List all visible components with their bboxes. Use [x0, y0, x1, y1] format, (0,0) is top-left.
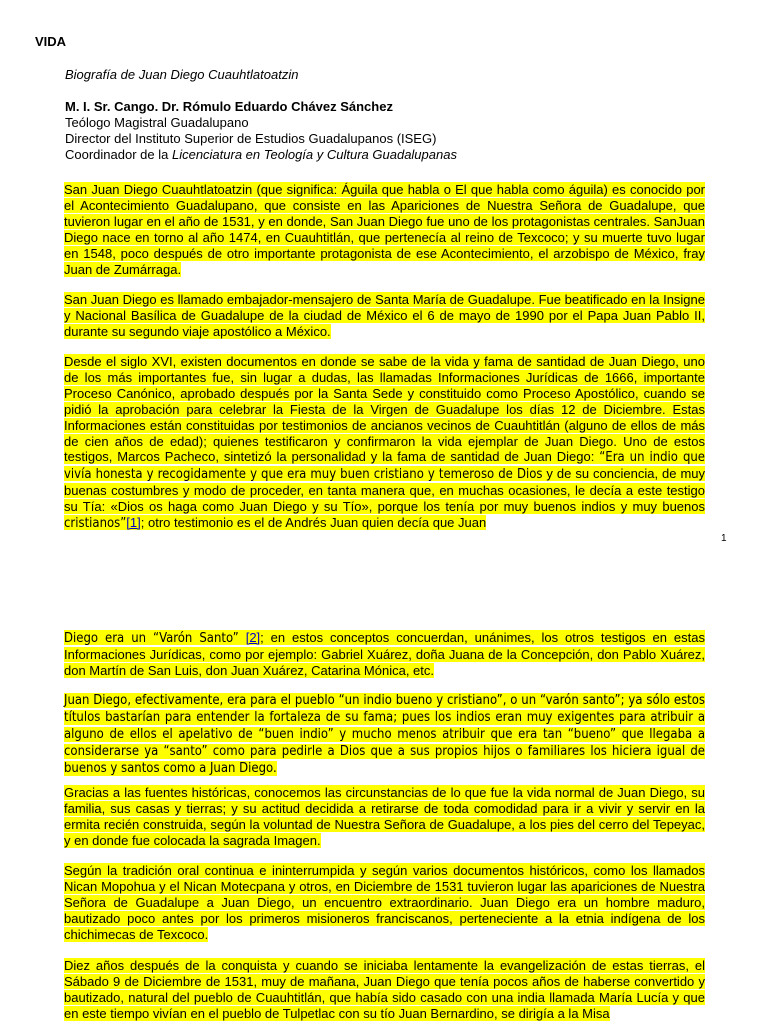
highlighted-text: Según la tradición oral continua e ininterrumpida y según varios documentos históricos, como los llamados Nican Mopohua y el Nican Motecpana y otros, en Diciembre de 1531 tuvieron lugar las apariciones de Nuestra Señora de Guadalupe a Juan Diego, un encuentro extraordinario. Juan Diego era un hombre maduro, bautizado poco antes por los primeros misioneros franciscanos, perteneciente a la etnia indígena de los chichimecas de Texcoco. — [64, 863, 705, 942]
quote-text: cristianos” — [64, 516, 127, 532]
page-number: 1 — [721, 533, 727, 544]
author-block — [65, 99, 457, 163]
paragraph-8 — [64, 958, 705, 1022]
paragraph-2 — [64, 292, 705, 340]
author-title-line — [65, 147, 457, 163]
paragraph-text: Desde el siglo XVI, existen documentos en donde se sabe de la vida y fama de santidad de Juan Diego, uno de los más importantes fue, sin lugar a dudas, las llamadas Informaciones Jurídicas de 1666, importante Proceso Canónico, aprobado después por la Santa Sede y constituido como Proceso Apostólico, cuando se pidió la aprobación para celebrar la Fiesta de la Virgen de Guadalupe los días 12 de Diciembre. Estas Informaciones están constituidas por testimonios de ancianos vecinos de Cuauhtitlán (alguno de ellos de más de cien años de edad); quienes testificaron y confirmaron la vida ejemplar de Juan Diego. Uno de estos testigos, Marcos Pacheco, sintetizó la personalidad y la fama de santidad de Juan Diego: — [64, 354, 705, 465]
paragraph-5 — [64, 692, 705, 777]
highlighted-text: San Juan Diego Cuauhtlatoatzin (que significa: Águila que habla o El que habla como águila) es conocido por el Acontecimiento Guadalupano, que consiste en las Apariciones de Nuestra Señora de Guadalupe, que tuvieron lugar en el año de 1531, y en donde, San Juan Diego fue uno de los protagonistas centrales. SanJuan Diego nace en torno al año 1474, en Cuauhtitlán, que pertenecía al reino de Texcoco; y su muerte tuvo lugar en 1548, poco después de otro importante protagonista de ese Acontecimiento, el arzobispo de México, fray Juan de Zumárraga. — [64, 182, 705, 277]
paragraph-7 — [64, 863, 705, 943]
author-title-line: Director del Instituto Superior de Estudios Guadalupanos (ISEG) — [65, 131, 437, 146]
author-title-prefix: Coordinador de la — [65, 147, 172, 162]
highlighted-text: San Juan Diego es llamado embajador-mensajero de Santa María de Guadalupe. Fue beatificado en la Insigne y Nacional Basílica de Guadalupe de la ciudad de México el 6 de mayo de 1990 por el Papa Juan Pablo II, durante su segundo viaje apostólico a México. — [64, 292, 705, 339]
highlighted-text: Juan Diego, efectivamente, era para el pueblo “un indio bueno y cristiano”, o un “varón santo”; ya sólo estos títulos bastarían para entender la fortaleza de su fama; pues los indios eran muy exigentes para atribuir a alguno de ellos el apelativo de “buen indio” y mucho menos atribuir que era tan “bueno” que llegaba a considerarse ya “santo” como para pedirle a Dios que a sus propios hijos o familiares los hiciera igual de buenos y santos como a Juan Diego. — [64, 693, 705, 776]
paragraph-6 — [64, 785, 705, 849]
author-name: M. I. Sr. Cango. Dr. Rómulo Eduardo Chávez Sánchez — [65, 99, 393, 114]
highlighted-text: Diez años después de la conquista y cuando se iniciaba lentamente la evangelización de estas tierras, el Sábado 9 de Diciembre de 1531, muy de mañana, Juan Diego que tenía pocos años de haberse convertido y bautizado, natural del pueblo de Cuauhtitlán, que había sido casado con una india llamada María Lucía y que en este tiempo vivían en el pueblo de Tulpetlac con su tío Juan Bernardino, se dirigía a la Misa — [64, 958, 705, 1021]
paragraph-1 — [64, 182, 705, 277]
highlighted-text — [64, 354, 705, 530]
quote-text: “Era un indio que vivía honesta y recogidamente y que era muy buen cristiano y temeroso de Dios — [64, 450, 705, 483]
document-subtitle: Biografía de Juan Diego Cuauhtlatoatzin — [65, 67, 299, 82]
paragraph-text: y de su conciencia, de muy buenas costumbres y modo de proceder, en tanta manera que, en muchas ocasiones, le decía a este testigo su Tía: «Dios os haga como Juan Diego y su Tío», porque los tenía por muy buenos indios y muy buenos — [64, 466, 705, 515]
author-title-line: Teólogo Magistral Guadalupano — [65, 115, 249, 130]
paragraph-4 — [64, 630, 705, 679]
paragraph-3 — [64, 354, 705, 532]
paragraph-text: ; en estos conceptos concuerdan, unánimes, los otros testigos en estas Informaciones Jurídicas, como por ejemplo: Gabriel Xuárez, doña Juana de la Concepción, don Pablo Xuárez, don Martín de San Luis, don Juan Xuárez, Catarina Mónica, etc. — [64, 630, 705, 678]
paragraph-text: ; otro testimonio es el de Andrés Juan quien decía que Juan — [140, 515, 487, 531]
section-label: VIDA — [35, 34, 67, 49]
footnote-link[interactable]: [1] — [126, 515, 141, 531]
highlighted-text — [64, 630, 705, 678]
quote-text: Diego era un “Varón Santo” — [64, 631, 246, 646]
author-title-program: Licenciatura en Teología y Cultura Guadalupanas — [171, 147, 457, 162]
highlighted-text: Gracias a las fuentes históricas, conocemos las circunstancias de lo que fue la vida normal de Juan Diego, su familia, sus casas y tierras; y su actitud decidida a retirarse de toda comodidad para ir a vivir y servir en la ermita recién construida, según la voluntad de Nuestra Señora de Guadalupe, a los pies del cerro del Tepeyac, y en donde fue colocada la sagrada Imagen. — [64, 785, 705, 848]
footnote-link[interactable]: [2] — [245, 630, 261, 645]
